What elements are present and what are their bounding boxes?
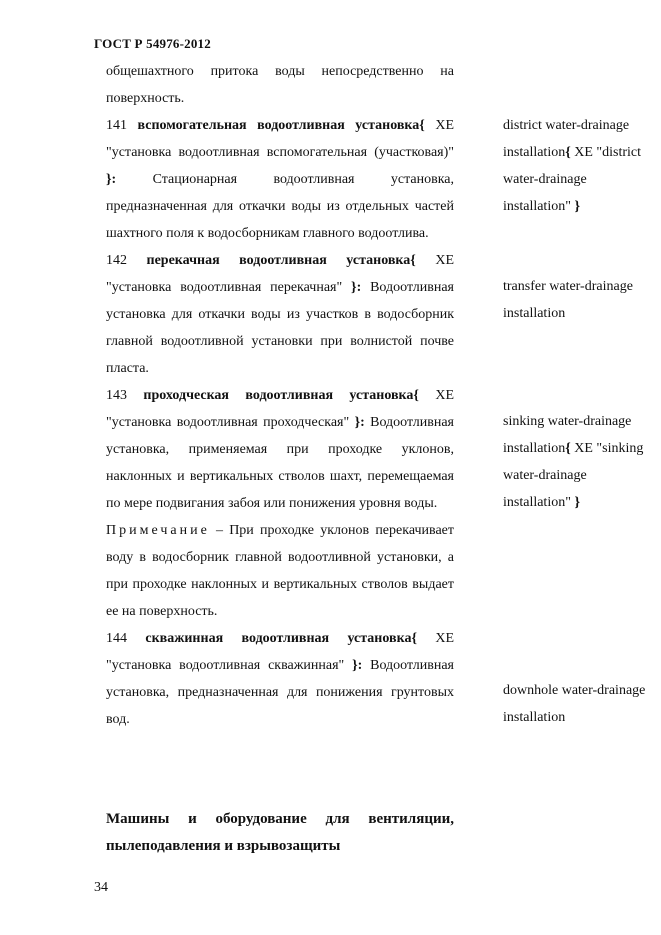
term-entry-143 (106, 382, 454, 517)
xe-field-text: XE "установка водоотливная перекачная" (106, 253, 455, 295)
term-entry-141 (106, 112, 454, 247)
english-xe-close: } (574, 199, 580, 214)
note-text: – При проходке уклонов перекачивает воду в водосборник главной водоотливной установки, а при проходке наклонных и вертикальных стволов выдает ее на поверхность. (106, 523, 454, 619)
entry-definition: Стационарная водоотливная установка, предназначенная для откачки воды из отдельных частей шахтного поля к водосборникам главного водоотлива. (106, 172, 454, 241)
page-number: 34 (94, 880, 108, 895)
entry-term: скважинная водоотливная установка (145, 631, 412, 646)
main-text-column (106, 58, 454, 733)
note-label: Примечание (106, 523, 210, 538)
continuation-paragraph: общешахтного притока воды непосредственно на поверхность. (106, 64, 454, 106)
term-entry-144 (106, 625, 454, 733)
xe-field-text: XE "установка водоотливная скважинная" (106, 631, 455, 673)
english-equivalent-144 (503, 677, 653, 731)
entry-definition: Водоотливная установка для откачки воды из участков в водосборник главной водоотливной установки при волнистой почве пласта. (106, 280, 454, 376)
xe-field-open: { (413, 388, 419, 403)
xe-field-close: }: (352, 658, 363, 673)
english-xe-close: } (574, 495, 580, 510)
english-term: transfer water-drainage installation (503, 279, 633, 321)
xe-field-open: { (419, 118, 425, 133)
xe-field-close: }: (354, 415, 365, 430)
xe-field-text: XE "установка водоотливная вспомогательная (участковая)" (106, 118, 455, 160)
english-term: district water-drainage installation (503, 118, 630, 160)
english-xe-open: { (565, 145, 571, 160)
xe-field-open: { (410, 253, 416, 268)
english-term: sinking water-drainage installation (503, 414, 632, 456)
english-term: downhole water-drainage installation (503, 683, 646, 725)
entry-number: 143 (106, 388, 127, 403)
xe-field-close: }: (106, 172, 117, 187)
english-equivalent-143 (503, 408, 653, 516)
english-equivalent-141 (503, 112, 653, 220)
term-entry-142 (106, 247, 454, 382)
xe-field-open: { (411, 631, 417, 646)
section-title: Машины и оборудование для вентиляции, пылеподавления и взрывозащиты (106, 811, 454, 854)
english-equivalent-142 (503, 273, 653, 327)
entry-term: проходческая водоотливная установка (143, 388, 414, 403)
entry-number: 144 (106, 631, 127, 646)
entry-definition: Водоотливная установка, применяемая при проходке уклонов, наклонных и вертикальных стволов шахт, перемещаемая по мере подвигания забоя или понижения уровня воды. (106, 415, 454, 511)
english-xe-open: { (565, 441, 571, 456)
entry-number: 141 (106, 118, 127, 133)
note-paragraph (106, 517, 454, 625)
entry-number: 142 (106, 253, 127, 268)
entry-definition: Водоотливная установка, предназначенная для понижения грунтовых вод. (106, 658, 454, 727)
xe-field-text: XE "установка водоотливная проходческая" (106, 388, 454, 430)
xe-field-close: }: (351, 280, 362, 295)
document-header: ГОСТ Р 54976-2012 (94, 36, 211, 51)
english-xe-text: XE "district water-drainage installation" (503, 145, 642, 214)
entry-term: вспомогательная водоотливная установка (137, 118, 420, 133)
entry-term: перекачная водоотливная установка (146, 253, 411, 268)
english-xe-text: XE "sinking water-drainage installation" (503, 441, 644, 510)
